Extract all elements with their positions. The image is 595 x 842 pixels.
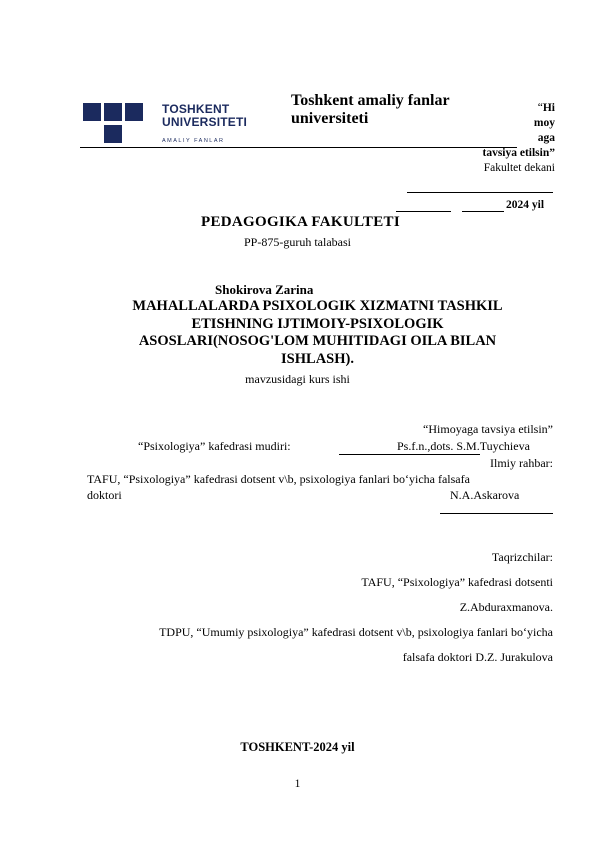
department-head-name [339,439,530,455]
logo-square [104,103,122,121]
student-name: Shokirova Zarina [215,282,314,297]
approval-block [482,101,555,176]
thesis-subtitle: mavzusidagi kurs ishi [245,372,350,386]
page-number: 1 [294,778,301,790]
logo-square [83,103,101,121]
defense-recommendation: “Himoyaga tavsiya etilsin” [423,422,553,436]
approval-word: tavsiya etilsin” [482,147,555,159]
approval-quote: “ [537,102,543,114]
dean-label: Fakultet dekani [483,162,555,174]
thesis-title-line: ETISHNING IJTIMOIY-PSIXOLOGIK [191,315,444,332]
date-blank-month [462,211,504,212]
department-head-surname: Tuychieva [479,439,530,453]
reviewer1-position: TAFU, “Psixologiya” kafedrasi dotsenti [361,575,553,589]
group-label: PP-875-guruh talabasi [244,235,351,249]
supervisor-label: Ilmiy rahbar: [490,456,553,470]
logo-square [125,103,143,121]
supervisor-degree: doktori [87,488,122,502]
date-blank-day [396,211,451,212]
university-name: Toshkent amaliy fanlar universiteti [291,92,450,127]
supervisor-name: N.A.Askarova [450,488,520,502]
reviewer2-position: TDPU, “Umumiy psixologiya” kafedrasi dotsent v\b, psixologiya fanlari bo‘yicha [159,625,553,639]
header-divider [80,147,517,148]
supervisor-position: TAFU, “Psixologiya” kafedrasi dotsent v\b, psixologiya fanlari bo‘yicha falsafa [87,472,470,486]
logo-square [104,125,122,143]
approval-year: 2024 yil [506,199,545,211]
approval-word: Hi [542,102,555,114]
supervisor-signature-line [440,513,553,514]
approval-word: moy [533,117,555,129]
thesis-title [20,298,595,368]
department-head-title: Ps.f.n.,dots. S.M. [339,439,480,455]
city-year: TOSHKENT-2024 yil [240,740,355,754]
thesis-title-line: MAHALLALARDA PSIXOLOGIK XIZMATNI TASHKIL [132,298,503,314]
approval-word: aga [537,132,555,144]
logo-tagline: AMALIY FANLAR [162,138,225,144]
thesis-title-line: ISHLASH). [281,350,354,367]
dean-signature-line [407,192,553,193]
logo-text-line2: UNIVERSITETI [162,115,248,129]
university-logo [83,103,258,147]
faculty-title: PEDAGOGIKA FAKULTETI [201,214,400,230]
department-head-label: “Psixologiya” kafedrasi mudiri: [138,439,291,453]
thesis-title-line: ASOSLARI(NOSOG'LOM MUHITIDAGI OILA BILAN [138,333,497,349]
reviewer1-name: Z.Abduraxmanova. [459,600,553,614]
reviewers-label: Taqrizchilar: [491,550,553,564]
reviewer2-name: falsafa doktori D.Z. Jurakulova [402,650,553,664]
logo-text-line1: TOSHKENT [162,102,230,116]
